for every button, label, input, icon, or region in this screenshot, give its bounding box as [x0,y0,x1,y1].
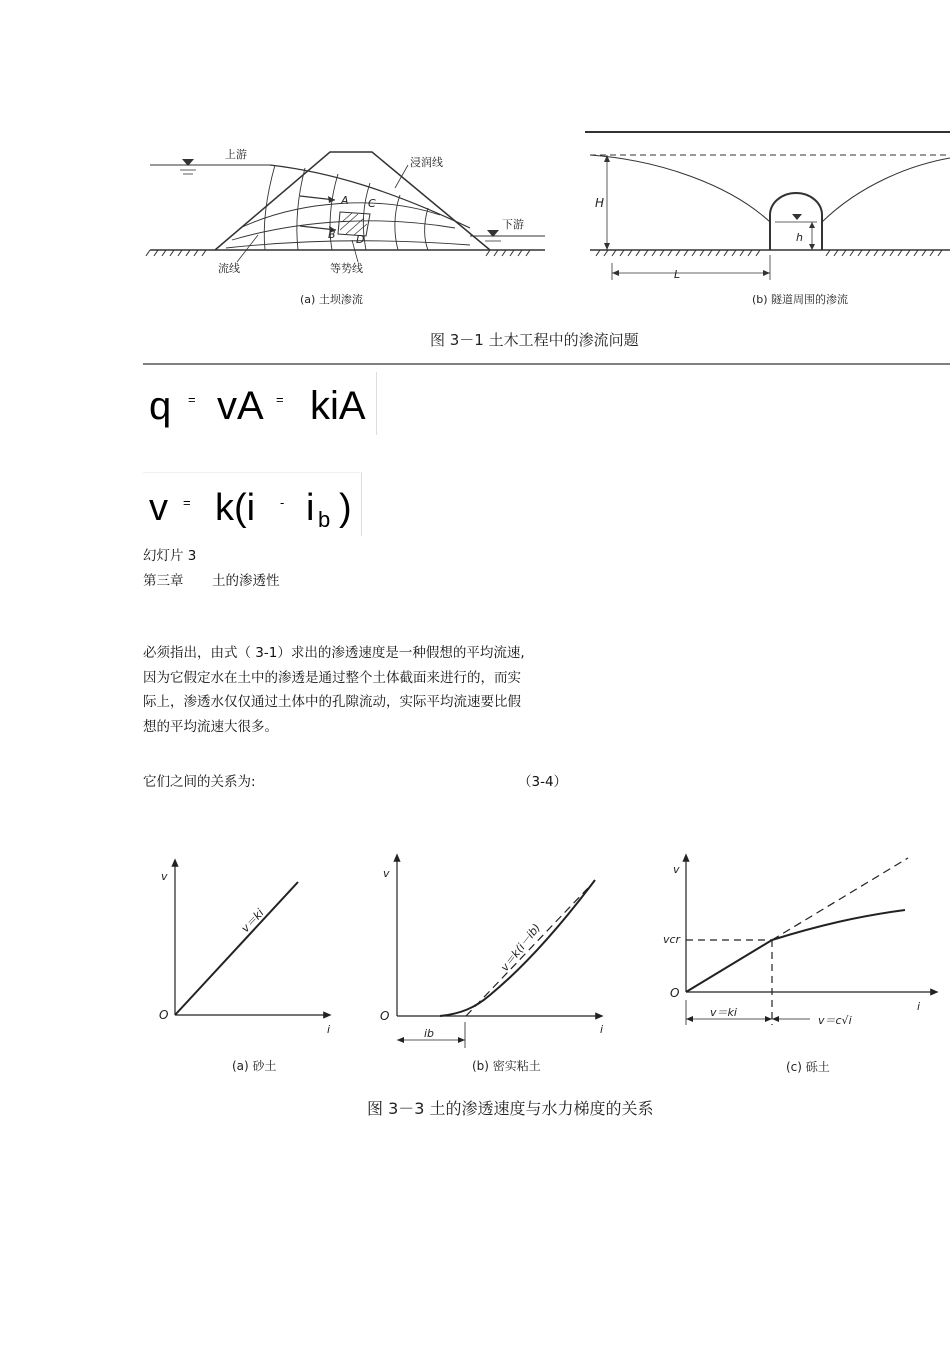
plot-sand [175,862,328,1015]
plot-c-right-label: v＝c√i [818,1014,852,1027]
label-flow-line: 流线 [218,262,240,275]
plot-gravel [686,857,935,1025]
paragraph-line: 际上，渗透水仅仅通过土体中的孔隙流动，实际平均流速要比假 [143,694,521,710]
plot-b-ib-label: ib [424,1027,435,1040]
label-downstream: 下游 [502,218,524,231]
eq2-equals: = [183,495,191,510]
label-point-a: A [341,194,349,207]
chapter-number: 第三章 [143,573,184,589]
figure-3-1 [0,0,950,370]
label-h-upper: H [595,196,605,210]
plot-c-origin: O [670,986,680,1000]
equation-flow-rate [143,372,377,435]
equation-velocity [143,472,362,536]
plot-c-v-label: v [673,863,680,876]
plot-c-vcr-label: vcr [663,933,681,946]
label-phreatic-line: 浸润线 [410,156,443,169]
plot-c-linear [686,940,772,992]
plot-c-i-label: i [917,1000,921,1013]
label-point-d: D [356,233,365,246]
caption-figure-3-1: 图 3－1 土木工程中的渗流问题 [430,331,639,349]
paragraph [143,641,603,739]
eq1-va: vA [217,384,264,428]
plot-b-origin: O [380,1009,390,1023]
plot-b-v-label: v [383,867,390,880]
label-point-b: B [328,228,336,241]
plot-b-i-label: i [600,1023,604,1036]
caption-3-1a: (a) 土坝渗流 [300,293,363,306]
plot-a-v-label: v [161,870,168,883]
caption-figure-3-3: 图 3－3 土的渗透速度与水力梯度的关系 [367,1099,654,1118]
eq2-v: v [149,487,168,529]
plot-dense-clay [397,857,600,1048]
eq1-equals-a: = [188,392,196,407]
figure-3-3 [0,840,950,1140]
label-equipotential: 等势线 [330,262,363,275]
plot-c-curve [772,910,905,940]
plot-c-caption: (c) 砾土 [786,1060,830,1074]
plot-a-origin: O [159,1008,169,1022]
eq2-k-open: k(i [215,487,256,529]
plot-a-line [175,882,298,1015]
eq2-close: ) [339,487,352,529]
label-h-lower: h [796,231,803,244]
plot-a-line-label: v＝ki [238,906,267,936]
plot-b-line-label: v＝k(i－ib) [498,921,544,974]
paragraph-line: 想的平均流速大很多。 [143,718,278,735]
earth-dam-diagram [146,152,545,262]
eq2-i: i [306,487,315,529]
figure-3-3-svg [0,840,950,1140]
eq1-equals-b: = [276,392,284,407]
paragraph-line: 因为它假定水在土中的渗透是通过整个土体截面来进行的，而实 [143,669,521,686]
plot-c-dashed-extension [772,858,908,940]
plot-c-left-label: v＝ki [710,1006,737,1019]
eq2-minus: - [280,495,285,510]
caption-3-1b: (b) 隧道周围的渗流 [752,293,849,306]
plot-a-caption: (a) 砂土 [232,1059,277,1073]
paragraph-line: 必须指出，由式（ 3-1）求出的渗透速度是一种假想的平均流速, [143,645,525,661]
eq2-subscript-b: b [318,507,331,532]
tunnel-seepage-diagram [585,132,950,280]
eq1-q: q [149,384,172,428]
plot-a-i-label: i [327,1023,331,1036]
label-point-c: C [368,197,376,210]
chapter-title: 土的渗透性 [212,573,280,589]
plot-b-caption: (b) 密实粘土 [472,1059,541,1073]
relation-text: 它们之间的关系为: [143,774,256,790]
label-upstream: 上游 [225,148,247,161]
plot-b-dashed [466,888,588,1016]
figure-3-1-svg [0,0,950,370]
relation-number: （3-4） [518,774,568,790]
label-l: L [674,268,681,281]
slide-label: 幻灯片 3 [143,548,197,564]
eq1-kia: kiA [310,384,366,428]
